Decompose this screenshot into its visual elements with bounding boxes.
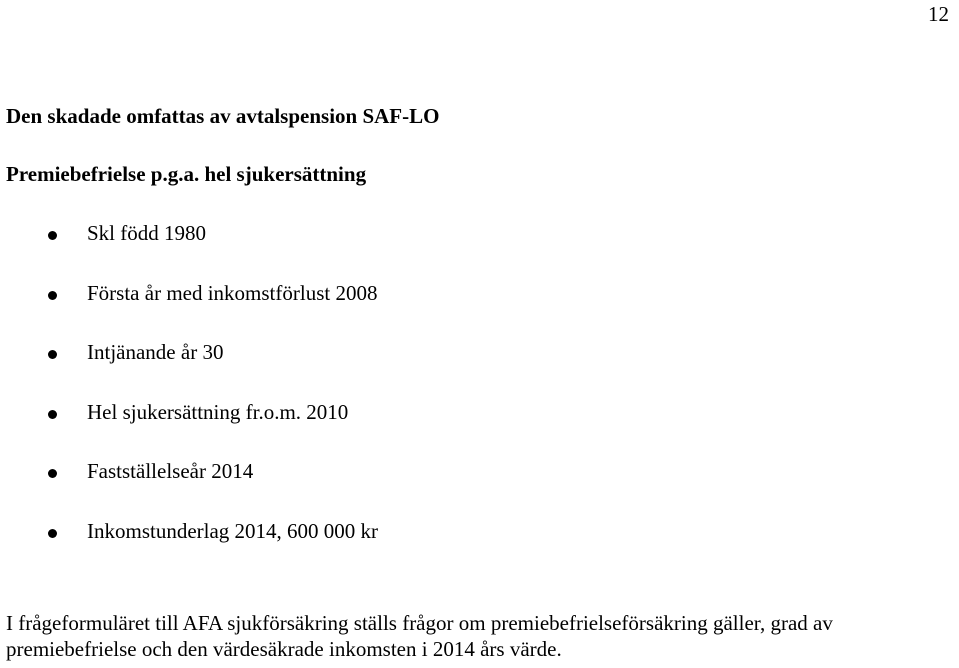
bullet-text: Fastställelseår 2014 (87, 459, 254, 484)
subsection-heading: Premiebefrielse p.g.a. hel sjukersättning (6, 162, 367, 186)
bullet-text: Skl född 1980 (87, 221, 207, 245)
bullet-icon (48, 410, 57, 419)
bullet-text: Första år med inkomstförlust 2008 (87, 280, 378, 305)
section-heading: Den skadade omfattas av avtalspension SAF-LO (6, 104, 440, 128)
bullet-text: Intjänande år 30 (87, 340, 224, 365)
bullet-icon (48, 469, 57, 478)
page-number: 12 (928, 2, 949, 26)
bullet-text: Hel sjukersättning fr.o.m. 2010 (87, 399, 349, 424)
bullet-icon (48, 231, 57, 240)
bullet-text: Inkomstunderlag 2014, 600 000 kr (87, 518, 379, 543)
bullet-icon (48, 291, 57, 300)
bullet-icon (48, 529, 57, 538)
bullet-icon (48, 350, 57, 359)
body-paragraph: I frågeformuläret till AFA sjukförsäkring ställs frågor om premiebefrielseförsäkring gäller, grad av premiebefrielse och den värdesäkrade inkomsten i 2014 års värde. (6, 611, 833, 661)
